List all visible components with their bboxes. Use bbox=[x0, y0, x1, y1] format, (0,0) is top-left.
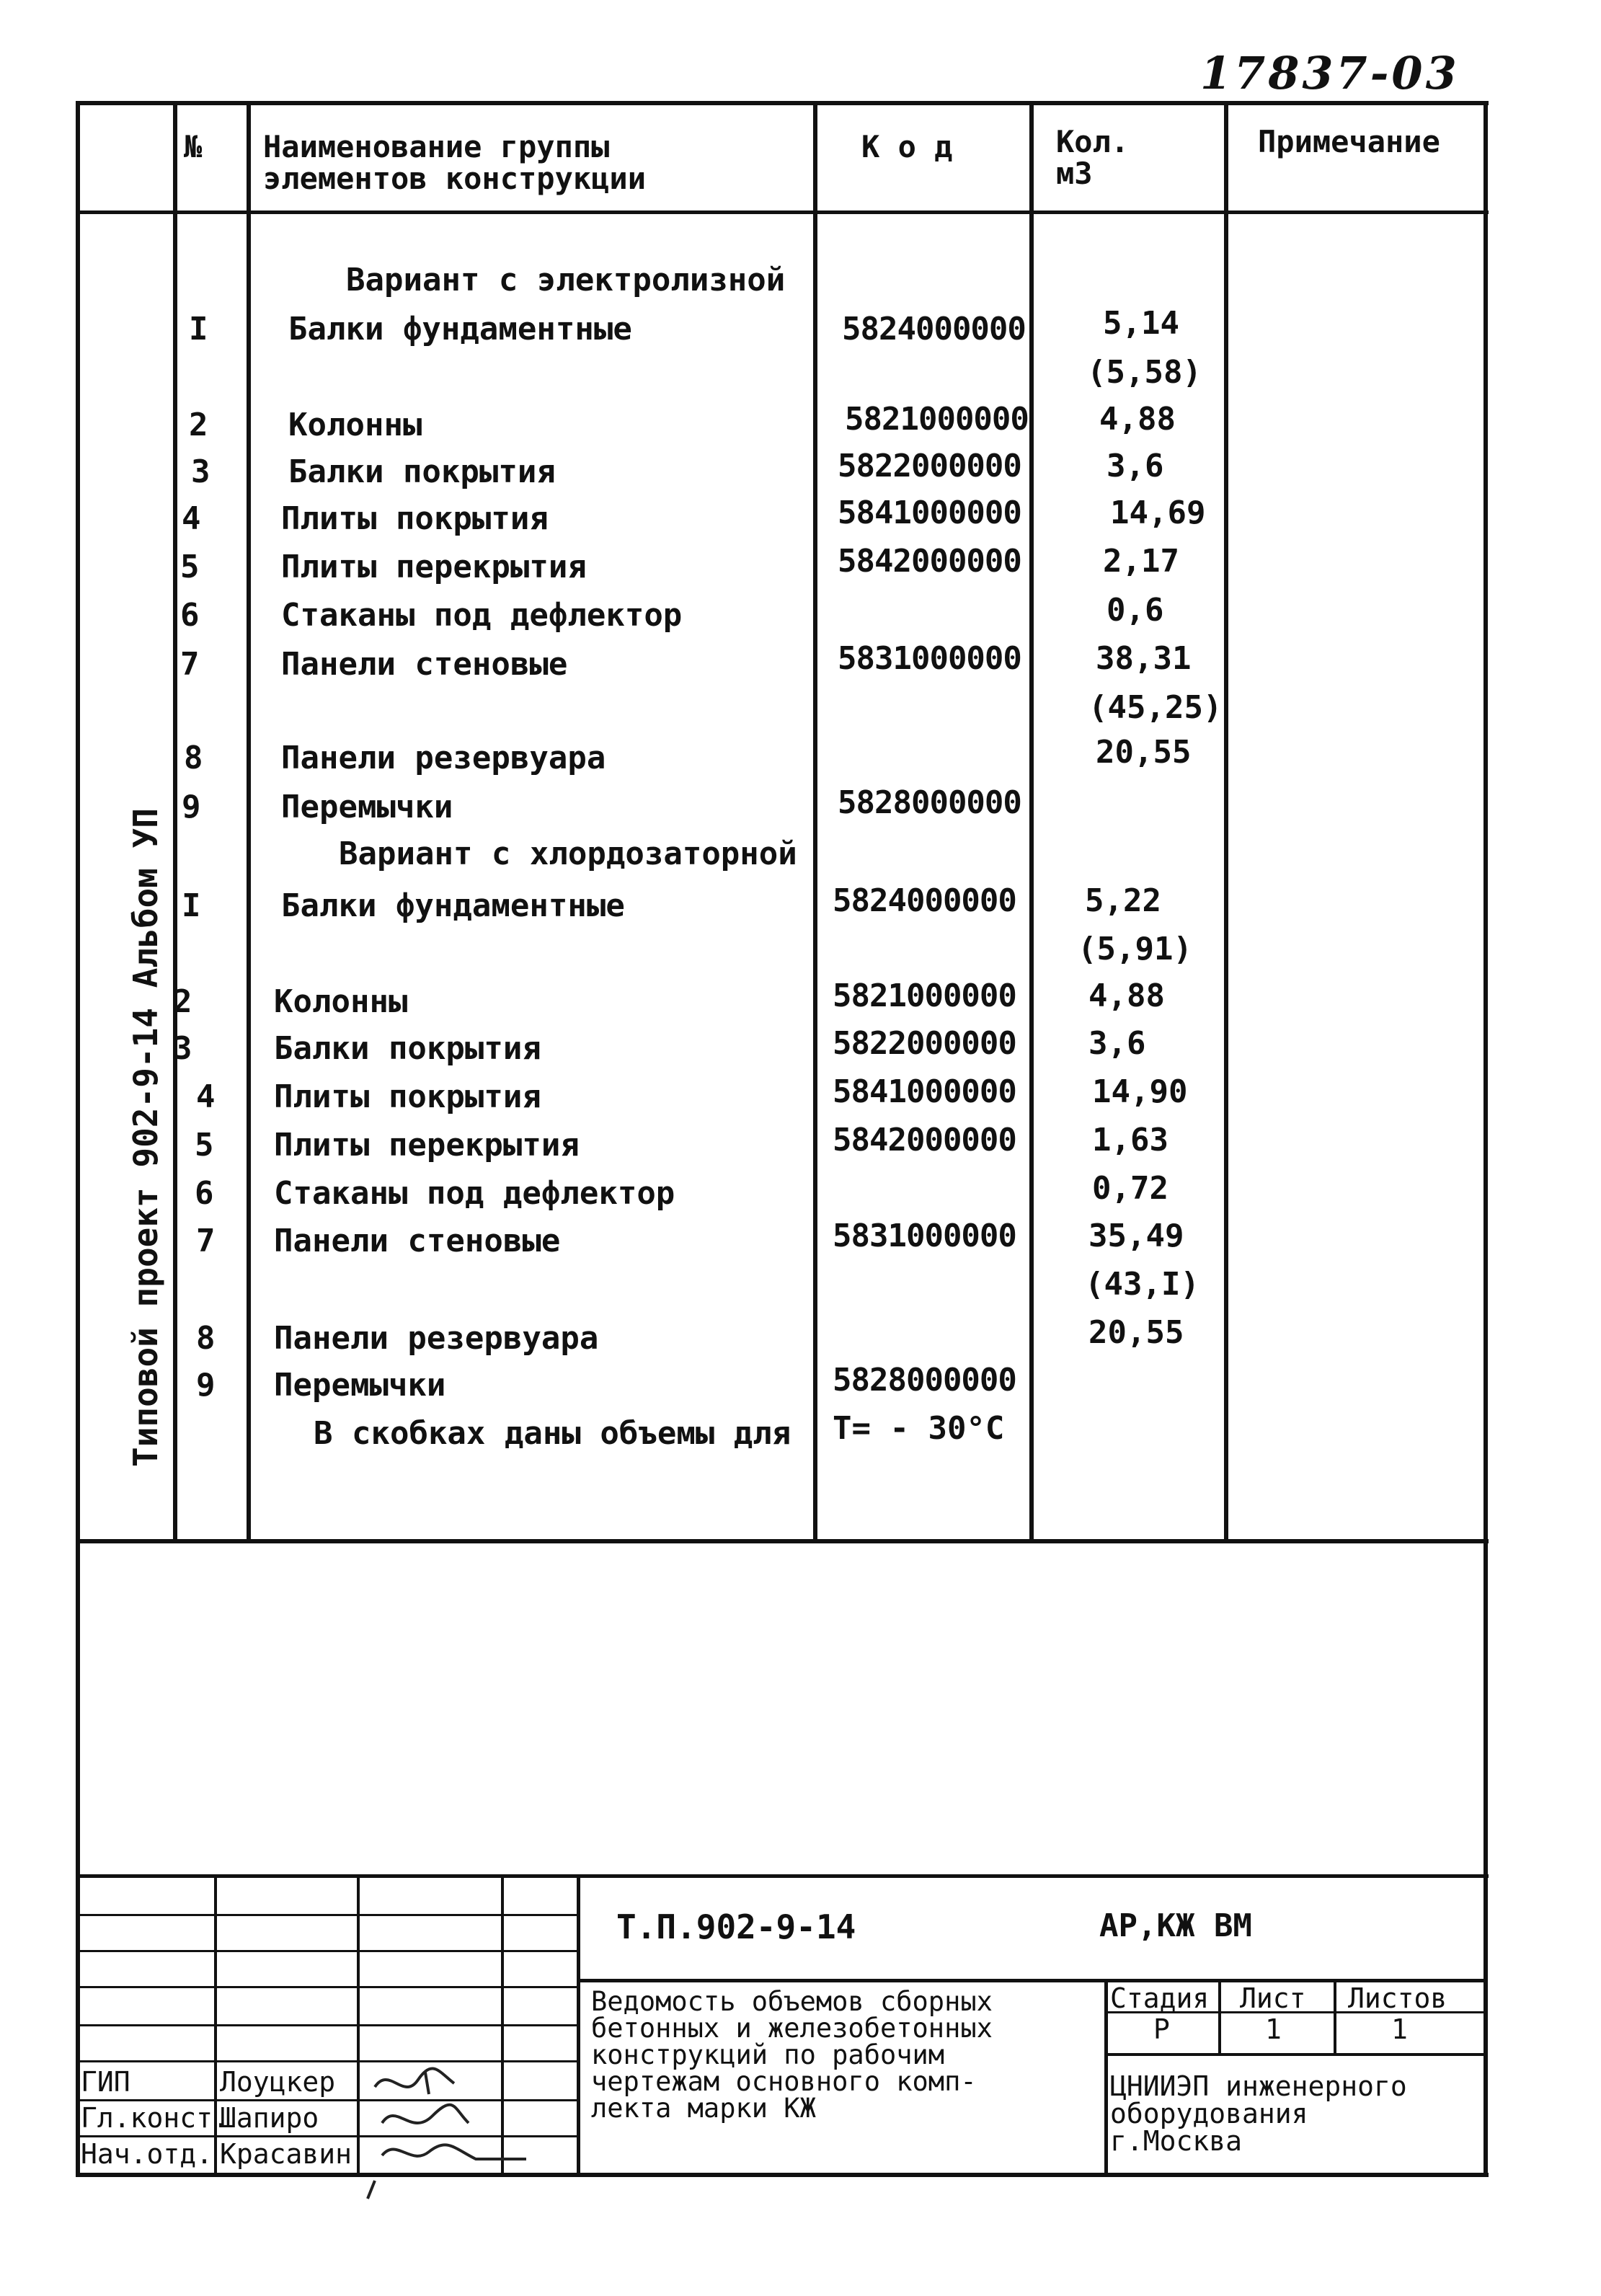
row-qty: 1,63 bbox=[1092, 1122, 1168, 1158]
row-num: 9 bbox=[196, 1367, 216, 1404]
footnote: В скобках даны объемы для bbox=[314, 1415, 791, 1452]
row-code: 5831000000 bbox=[833, 1218, 1016, 1254]
sheet-description: Ведомость объемов сборных бетонных и железобетонных конструкций по рабочим чертежам основного комп- лекта марки КЖ bbox=[591, 1986, 993, 2124]
row-code: 5822000000 bbox=[838, 448, 1021, 484]
row-qty: 2,17 bbox=[1103, 543, 1179, 580]
role-label: ГИП bbox=[81, 2066, 130, 2098]
variant2-title: Вариант с хлордозаторной bbox=[339, 835, 797, 872]
row-name: Балки фундаментные bbox=[281, 887, 625, 924]
row-code: 5828000000 bbox=[838, 784, 1021, 821]
project-number: Т.П.902-9-14 bbox=[616, 1907, 856, 1946]
row-code: 5822000000 bbox=[833, 1025, 1016, 1062]
row-code: 5828000000 bbox=[833, 1362, 1016, 1399]
row-name: Плиты перекрытия bbox=[281, 549, 587, 585]
header-qty: Кол. м3 bbox=[1056, 124, 1130, 191]
row-num: 5 bbox=[195, 1127, 214, 1163]
header-note: Примечание bbox=[1258, 124, 1440, 159]
row-qty: 4,88 bbox=[1088, 978, 1165, 1014]
row-num: 4 bbox=[196, 1078, 216, 1115]
role-name: Лоуцкер bbox=[220, 2066, 336, 2098]
sheets-value: 1 bbox=[1391, 2013, 1408, 2045]
row-name: Панели стеновые bbox=[281, 646, 568, 683]
row-code: 5824000000 bbox=[842, 311, 1026, 347]
row-qty-alt: (45,25) bbox=[1088, 689, 1223, 726]
document-number: 17837-03 bbox=[1200, 47, 1460, 99]
stage-value: Р bbox=[1153, 2013, 1170, 2045]
row-num: 2 bbox=[173, 983, 192, 1020]
header-code: К о д bbox=[861, 129, 953, 164]
row-qty: 20,55 bbox=[1088, 1314, 1184, 1351]
sheets-label: Листов bbox=[1348, 1982, 1447, 2014]
row-name: Балки покрытия bbox=[288, 453, 556, 490]
row-num: 7 bbox=[180, 646, 200, 683]
drawing-marks: АР,КЖ ВМ bbox=[1099, 1907, 1252, 1944]
row-name: Панели стеновые bbox=[274, 1223, 561, 1259]
row-qty: 35,49 bbox=[1088, 1218, 1184, 1254]
row-qty: 0,6 bbox=[1106, 592, 1164, 629]
row-qty: 4,88 bbox=[1099, 401, 1176, 438]
row-num: 3 bbox=[191, 453, 210, 490]
row-num: 8 bbox=[196, 1320, 216, 1357]
row-code: 5821000000 bbox=[833, 978, 1016, 1014]
row-qty: 5,14 bbox=[1103, 305, 1179, 342]
sheet-value: 1 bbox=[1265, 2013, 1282, 2045]
row-code: 5831000000 bbox=[838, 640, 1021, 677]
row-name: Плиты покрытия bbox=[274, 1078, 541, 1115]
row-name: Балки фундаментные bbox=[288, 311, 632, 347]
row-code: 5821000000 bbox=[845, 401, 1029, 438]
row-qty: 3,6 bbox=[1106, 448, 1164, 484]
row-num: 8 bbox=[184, 740, 203, 776]
row-num: 5 bbox=[180, 549, 200, 585]
role-name: Шапиро bbox=[220, 2102, 319, 2134]
row-num: I bbox=[182, 887, 201, 924]
row-name: Балки покрытия bbox=[274, 1030, 541, 1067]
row-qty: 38,31 bbox=[1096, 640, 1192, 677]
row-name: Стаканы под дефлектор bbox=[274, 1175, 675, 1212]
row-code: 5841000000 bbox=[833, 1073, 1016, 1110]
row-qty: 20,55 bbox=[1096, 734, 1192, 771]
role-label: Нач.отд. bbox=[81, 2138, 213, 2170]
header-num: № bbox=[184, 129, 203, 164]
signatures-image bbox=[360, 2058, 548, 2202]
row-num: 9 bbox=[182, 789, 201, 825]
row-qty-alt: (5,91) bbox=[1078, 931, 1192, 967]
row-qty-alt: (5,58) bbox=[1087, 354, 1202, 391]
row-num: 3 bbox=[173, 1030, 192, 1067]
stage-label: Стадия bbox=[1110, 1982, 1210, 2014]
row-qty: 14,69 bbox=[1110, 495, 1206, 531]
role-label: Гл.конст. bbox=[81, 2102, 229, 2134]
row-num: 2 bbox=[189, 407, 208, 443]
row-num: 6 bbox=[180, 597, 200, 634]
sheet-label: Лист bbox=[1240, 1982, 1306, 2014]
role-name: Красавин bbox=[220, 2138, 352, 2170]
variant1-title: Вариант с электролизной bbox=[346, 262, 786, 298]
side-caption: Типовой проект 902-9-14 Альбом УП bbox=[126, 808, 165, 1467]
row-name: Плиты покрытия bbox=[281, 500, 549, 537]
row-name: Стаканы под дефлектор bbox=[281, 597, 683, 634]
organization: ЦНИИЭП инженерного оборудования г.Москва bbox=[1110, 2070, 1407, 2157]
row-qty: 14,90 bbox=[1092, 1073, 1188, 1110]
row-code: 5841000000 bbox=[838, 495, 1021, 531]
row-name: Колонны bbox=[288, 407, 422, 443]
row-name: Перемычки bbox=[281, 789, 453, 825]
row-num: 4 bbox=[182, 500, 201, 537]
row-qty: 0,72 bbox=[1092, 1170, 1168, 1207]
header-name: Наименование группы элементов конструкции bbox=[263, 129, 647, 196]
row-code: 5842000000 bbox=[833, 1122, 1016, 1158]
row-name: Плиты перекрытия bbox=[274, 1127, 580, 1163]
row-num: I bbox=[189, 311, 208, 347]
row-num: 6 bbox=[195, 1175, 214, 1212]
row-name: Перемычки bbox=[274, 1367, 446, 1404]
row-qty-alt: (43,I) bbox=[1085, 1266, 1199, 1303]
row-qty: 5,22 bbox=[1085, 882, 1161, 919]
row-code: 5842000000 bbox=[838, 543, 1021, 580]
row-name: Колонны bbox=[274, 983, 408, 1020]
row-code: 5824000000 bbox=[833, 882, 1016, 919]
footnote-temperature: T= - 30°C bbox=[833, 1410, 1005, 1447]
row-qty: 3,6 bbox=[1088, 1025, 1146, 1062]
row-name: Панели резервуара bbox=[274, 1320, 599, 1357]
row-num: 7 bbox=[196, 1223, 216, 1259]
row-name: Панели резервуара bbox=[281, 740, 606, 776]
